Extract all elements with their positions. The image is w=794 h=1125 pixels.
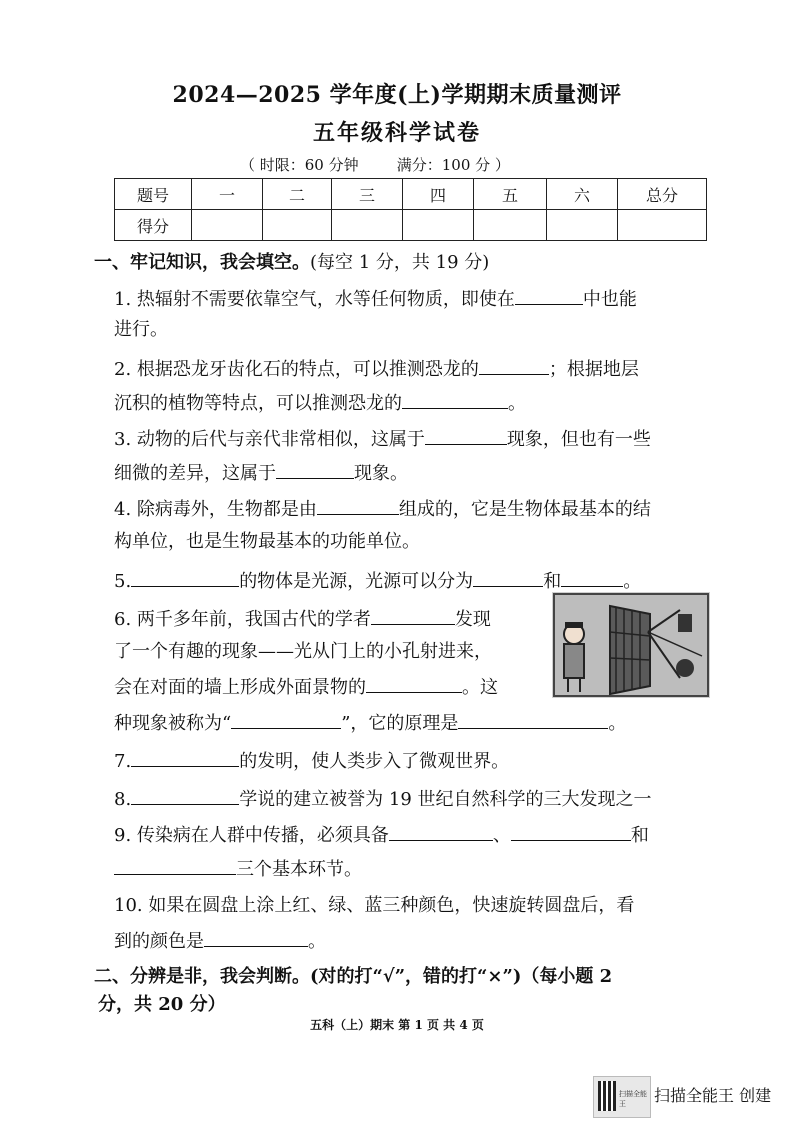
score-cell: 题号 xyxy=(115,179,192,210)
question-text: 10. 如果在圆盘上涂上红、绿、蓝三种颜色，快速旋转圆盘后，看 xyxy=(114,895,635,916)
question-text: 1. 热辐射不需要依靠空气，水等任何物质，即使在 xyxy=(114,289,515,310)
question-1-line-2 xyxy=(114,318,168,342)
qr-code-icon xyxy=(593,1076,651,1118)
question-text: 了一个有趣的现象——光从门上的小孔射进来， xyxy=(114,641,492,662)
question-9-line-1 xyxy=(114,822,649,848)
section-2-heading-line-1: 二、分辨是非，我会判断。(对的打“√”，错的打“×”)（每小题 2 xyxy=(94,966,613,987)
exam-subtitle: 五年级科学试卷 xyxy=(312,120,481,146)
score-cell: 四 xyxy=(403,179,474,210)
question-text: ”，它的原理是 xyxy=(341,713,459,734)
question-text: 9. 传染病在人群中传播，必须具备 xyxy=(114,825,389,846)
score-cell: 一 xyxy=(192,179,263,210)
answer-blank[interactable] xyxy=(317,496,399,515)
score-cell: 六 xyxy=(547,179,618,210)
section-1-heading xyxy=(94,248,489,274)
score-input-cell[interactable] xyxy=(618,210,707,241)
question-text: 。 xyxy=(608,713,627,734)
question-3-line-1 xyxy=(114,426,651,452)
question-text: 。这 xyxy=(462,677,498,698)
question-6-line-2 xyxy=(114,640,492,664)
question-2-line-2 xyxy=(114,390,526,416)
question-10-line-1 xyxy=(114,894,634,918)
question-8-line xyxy=(114,786,652,812)
answer-blank[interactable] xyxy=(131,568,239,587)
section-1-points: (每空 1 分，共 19 分) xyxy=(310,252,490,273)
question-text: 和 xyxy=(543,571,562,592)
question-10-line-2 xyxy=(114,928,326,954)
question-5-line xyxy=(114,568,641,594)
score-cell: 总分 xyxy=(618,179,707,210)
qr-pattern xyxy=(598,1081,616,1111)
answer-blank[interactable] xyxy=(114,856,236,875)
answer-blank[interactable] xyxy=(389,822,493,841)
question-1-line-1 xyxy=(114,286,637,312)
score-input-cell[interactable] xyxy=(332,210,403,241)
question-text: 会在对面的墙上形成外面景物的 xyxy=(114,677,366,698)
question-text: 现象。 xyxy=(354,463,408,484)
question-text: 发现 xyxy=(454,609,491,630)
exam-title: 2024—2025 学年度(上)学期期末质量测评 xyxy=(172,82,622,108)
question-text: 和 xyxy=(630,825,649,846)
answer-blank[interactable] xyxy=(366,674,462,693)
score-cell: 五 xyxy=(474,179,547,210)
question-text: 8. xyxy=(114,789,132,810)
answer-blank[interactable] xyxy=(511,822,631,841)
qr-badge-text: 扫描全能王 xyxy=(619,1090,647,1108)
answer-blank[interactable] xyxy=(204,928,308,947)
answer-blank[interactable] xyxy=(231,710,341,729)
question-text: 4. 除病毒外，生物都是由 xyxy=(114,499,317,520)
answer-blank[interactable] xyxy=(458,710,608,729)
question-6-line-3 xyxy=(114,674,498,700)
answer-blank[interactable] xyxy=(425,426,507,445)
question-text: 构单位，也是生物最基本的功能单位。 xyxy=(114,531,420,552)
question-text: 中也能 xyxy=(582,289,637,310)
question-text: 到的颜色是 xyxy=(114,931,204,952)
score-input-cell[interactable] xyxy=(263,210,332,241)
question-text: 种现象被称为“ xyxy=(114,713,232,734)
question-6-line-4 xyxy=(114,710,626,736)
question-text: 三个基本环节。 xyxy=(236,859,362,880)
pinhole-camera-illustration-icon xyxy=(552,592,710,698)
score-input-cell[interactable] xyxy=(474,210,547,241)
score-input-cell[interactable] xyxy=(192,210,263,241)
question-6-line-1 xyxy=(114,606,491,632)
question-text: 组成的，它是生物体最基本的结 xyxy=(398,499,651,520)
question-text: 。 xyxy=(508,393,526,414)
scanner-watermark: 扫描全能王 创建 xyxy=(654,1086,772,1105)
question-2-line-1 xyxy=(114,356,639,382)
question-text: 细微的差异，这属于 xyxy=(114,463,276,484)
score-table-score-row xyxy=(115,210,707,241)
question-text: 的发明，使人类步入了微观世界。 xyxy=(239,751,510,772)
question-text: 7. xyxy=(114,751,132,772)
question-text: 学说的建立被誉为 19 世纪自然科学的三大发现之一 xyxy=(239,789,652,810)
question-text: 沉积的植物等特点，可以推测恐龙的 xyxy=(114,393,402,414)
answer-blank[interactable] xyxy=(131,748,239,767)
question-text: 进行。 xyxy=(114,319,168,340)
score-cell: 三 xyxy=(332,179,403,210)
question-text: ；根据地层 xyxy=(548,359,639,380)
answer-blank[interactable] xyxy=(402,390,508,409)
question-text: 6. 两千多年前，我国古代的学者 xyxy=(114,609,371,630)
section-2-heading-line-2: 分，共 20 分） xyxy=(98,994,226,1015)
score-table-header-row xyxy=(115,179,707,210)
score-table xyxy=(114,178,707,241)
question-7-line xyxy=(114,748,509,774)
page-footer: 五科（上）期末 第 1 页 共 4 页 xyxy=(310,1018,484,1032)
question-4-line-2 xyxy=(114,530,420,554)
question-text: 现象，但也有一些 xyxy=(506,429,651,450)
answer-blank[interactable] xyxy=(473,568,543,587)
time-limit: （ 时限：60 分钟 满分：100 分 ） xyxy=(240,156,510,174)
question-text: 2. 根据恐龙牙齿化石的特点，可以推测恐龙的 xyxy=(114,359,479,380)
score-cell: 得分 xyxy=(115,210,192,241)
answer-blank[interactable] xyxy=(276,460,354,479)
question-4-line-1 xyxy=(114,496,651,522)
question-text: 的物体是光源，光源可以分为 xyxy=(239,571,474,592)
question-text: 、 xyxy=(492,825,511,846)
answer-blank[interactable] xyxy=(561,568,623,587)
question-text: 。 xyxy=(623,571,642,592)
question-3-line-2 xyxy=(114,460,408,486)
answer-blank[interactable] xyxy=(371,606,455,625)
section-1-title: 一、牢记知识，我会填空。 xyxy=(94,252,310,273)
question-text: 5. xyxy=(114,571,132,592)
question-9-line-2 xyxy=(114,856,362,882)
question-text: 。 xyxy=(308,931,326,952)
answer-blank[interactable] xyxy=(479,356,549,375)
score-input-cell[interactable] xyxy=(547,210,618,241)
score-input-cell[interactable] xyxy=(403,210,474,241)
question-text: 3. 动物的后代与亲代非常相似，这属于 xyxy=(114,429,425,450)
answer-blank[interactable] xyxy=(515,286,583,305)
score-cell: 二 xyxy=(263,179,332,210)
answer-blank[interactable] xyxy=(131,786,239,805)
